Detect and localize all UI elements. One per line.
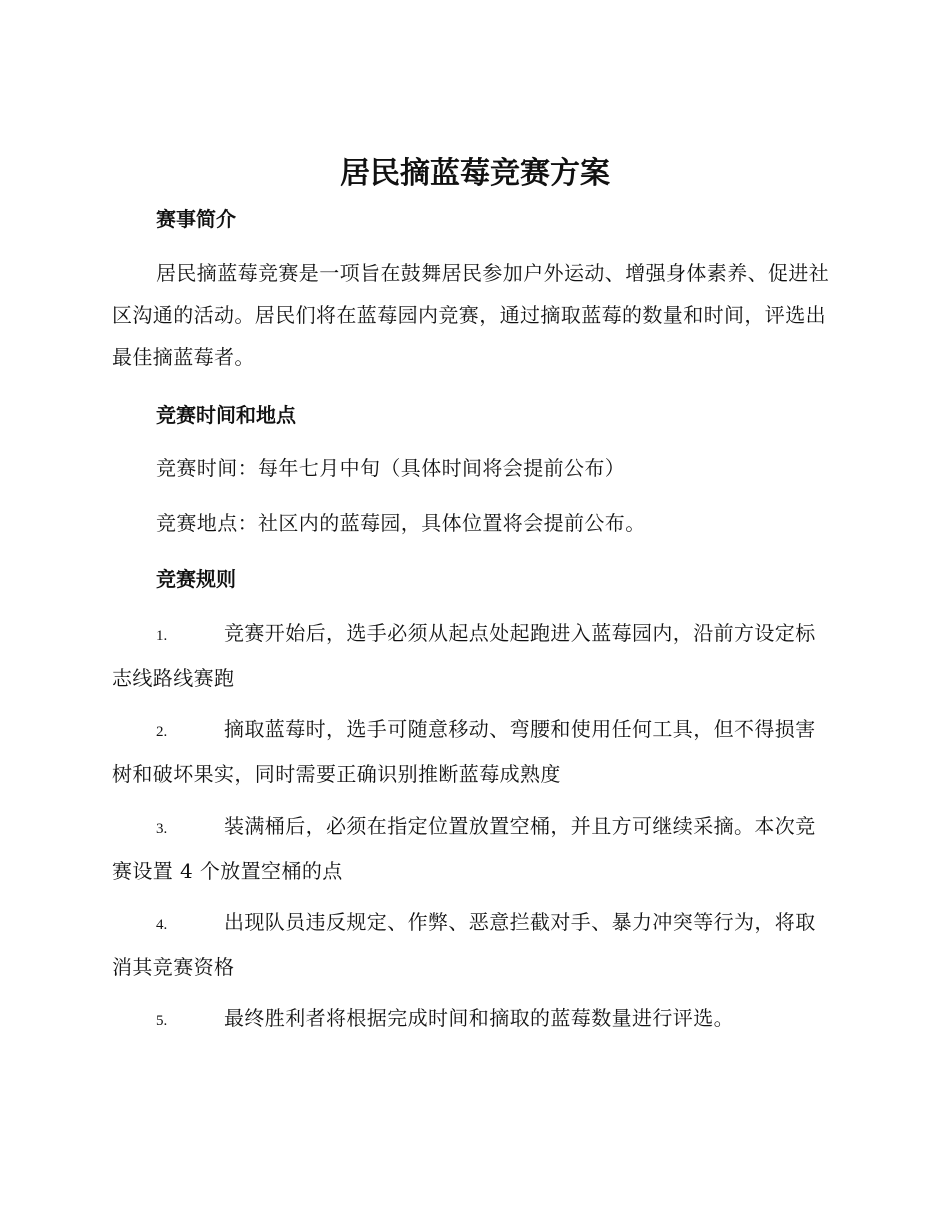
- rule-text: 摘取蓝莓时，选手可随意移动、弯腰和使用任何工具，但不得损害树和破坏果实，同时需要正确识别推断蓝莓成熟度: [112, 717, 816, 786]
- rule-number: 5.: [156, 1013, 168, 1029]
- section-heading-rules: 竞赛规则: [156, 567, 236, 591]
- rule-number: 4.: [156, 917, 168, 933]
- rule-text: 装满桶后，必须在指定位置放置空桶，并且方可继续采摘。本次竞赛设置 4 个放置空桶的点: [112, 814, 816, 883]
- rule-item-2: [112, 708, 834, 795]
- rule-number: 2.: [156, 724, 168, 740]
- section-heading-intro: 赛事简介: [156, 207, 236, 231]
- rule-item-4: [112, 901, 834, 988]
- document-title: 居民摘蓝莓竞赛方案: [340, 156, 610, 191]
- rule-item-3: [112, 805, 834, 892]
- rule-item-1: [112, 612, 834, 699]
- rule-text: 最终胜利者将根据完成时间和摘取的蓝莓数量进行评选。: [224, 1006, 734, 1030]
- rule-item-5: [112, 997, 834, 1042]
- rule-number: 3.: [156, 821, 168, 837]
- competition-time-text: 竞赛时间：每年七月中旬（具体时间将会提前公布）: [156, 456, 626, 480]
- rule-text: 出现队员违反规定、作弊、恶意拦截对手、暴力冲突等行为，将取消其竞赛资格: [112, 910, 816, 979]
- intro-paragraph: 居民摘蓝莓竞赛是一项旨在鼓舞居民参加户外运动、增强身体素养、促进社区沟通的活动。居民们将在蓝莓园内竞赛，通过摘取蓝莓的数量和时间，评选出最佳摘蓝莓者。: [112, 261, 830, 369]
- section-heading-time-place: 竞赛时间和地点: [156, 403, 296, 427]
- rule-number: 1.: [156, 628, 168, 644]
- rule-text: 竞赛开始后，选手必须从起点处起跑进入蓝莓园内，沿前方设定标志线路线赛跑: [112, 621, 816, 690]
- competition-place-text: 竞赛地点：社区内的蓝莓园，具体位置将会提前公布。: [156, 511, 646, 535]
